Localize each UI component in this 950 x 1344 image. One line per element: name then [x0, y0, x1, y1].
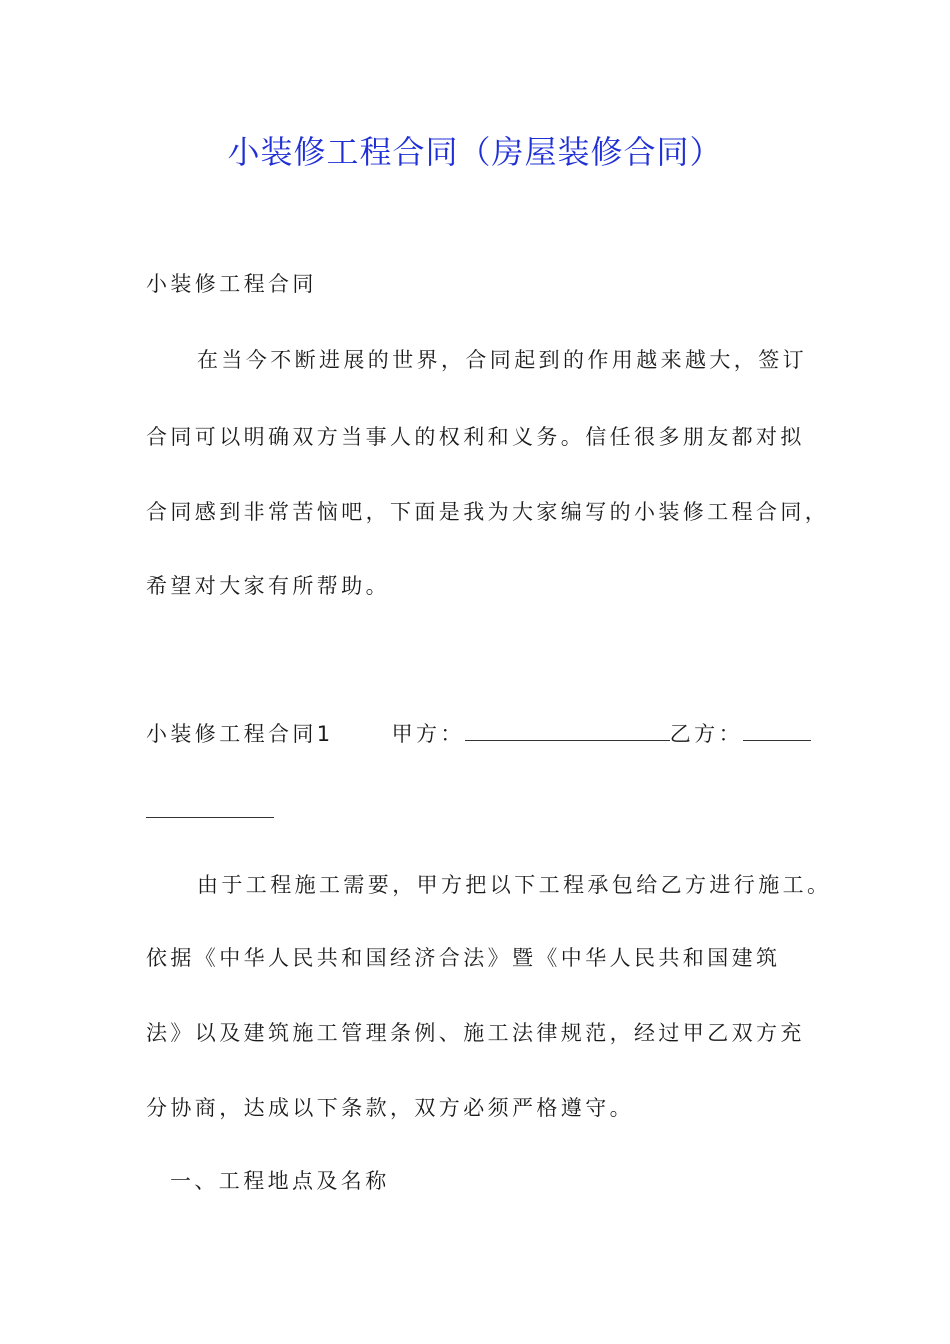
- section-heading-1: 一、工程地点及名称: [170, 1169, 390, 1193]
- contract-1-parties-line: [146, 717, 836, 751]
- document-title: 小装修工程合同（房屋装修合同）: [227, 133, 723, 171]
- intro-paragraph-line-1: 在当今不断进展的世界，合同起到的作用越来越大，签订: [197, 348, 807, 372]
- party-b-label: 乙方：: [669, 722, 743, 746]
- party-b-blank: [743, 718, 811, 741]
- intro-paragraph-line-3: 合同感到非常苦恼吧，下面是我为大家编写的小装修工程合同，: [146, 500, 830, 524]
- party-a-label: 甲方：: [391, 722, 465, 746]
- body-paragraph-line-1: 由于工程施工需要，甲方把以下工程承包给乙方进行施工。: [197, 873, 832, 897]
- party-a-blank: [465, 718, 670, 741]
- intro-paragraph-line-4: 希望对大家有所帮助。: [146, 574, 390, 598]
- party-b-blank-continued: [146, 817, 274, 818]
- body-paragraph-line-4: 分协商，达成以下条款，双方必须严格遵守。: [146, 1096, 634, 1120]
- contract-1-label: 小装修工程合同1: [146, 722, 334, 746]
- body-paragraph-line-2: 依据《中华人民共和国经济合法》暨《中华人民共和国建筑: [146, 946, 781, 970]
- contract-subtitle: 小装修工程合同: [146, 272, 317, 296]
- intro-paragraph-line-2: 合同可以明确双方当事人的权利和义务。信任很多朋友都对拟: [146, 425, 805, 449]
- body-paragraph-line-3: 法》以及建筑施工管理条例、施工法律规范，经过甲乙双方充: [146, 1021, 805, 1045]
